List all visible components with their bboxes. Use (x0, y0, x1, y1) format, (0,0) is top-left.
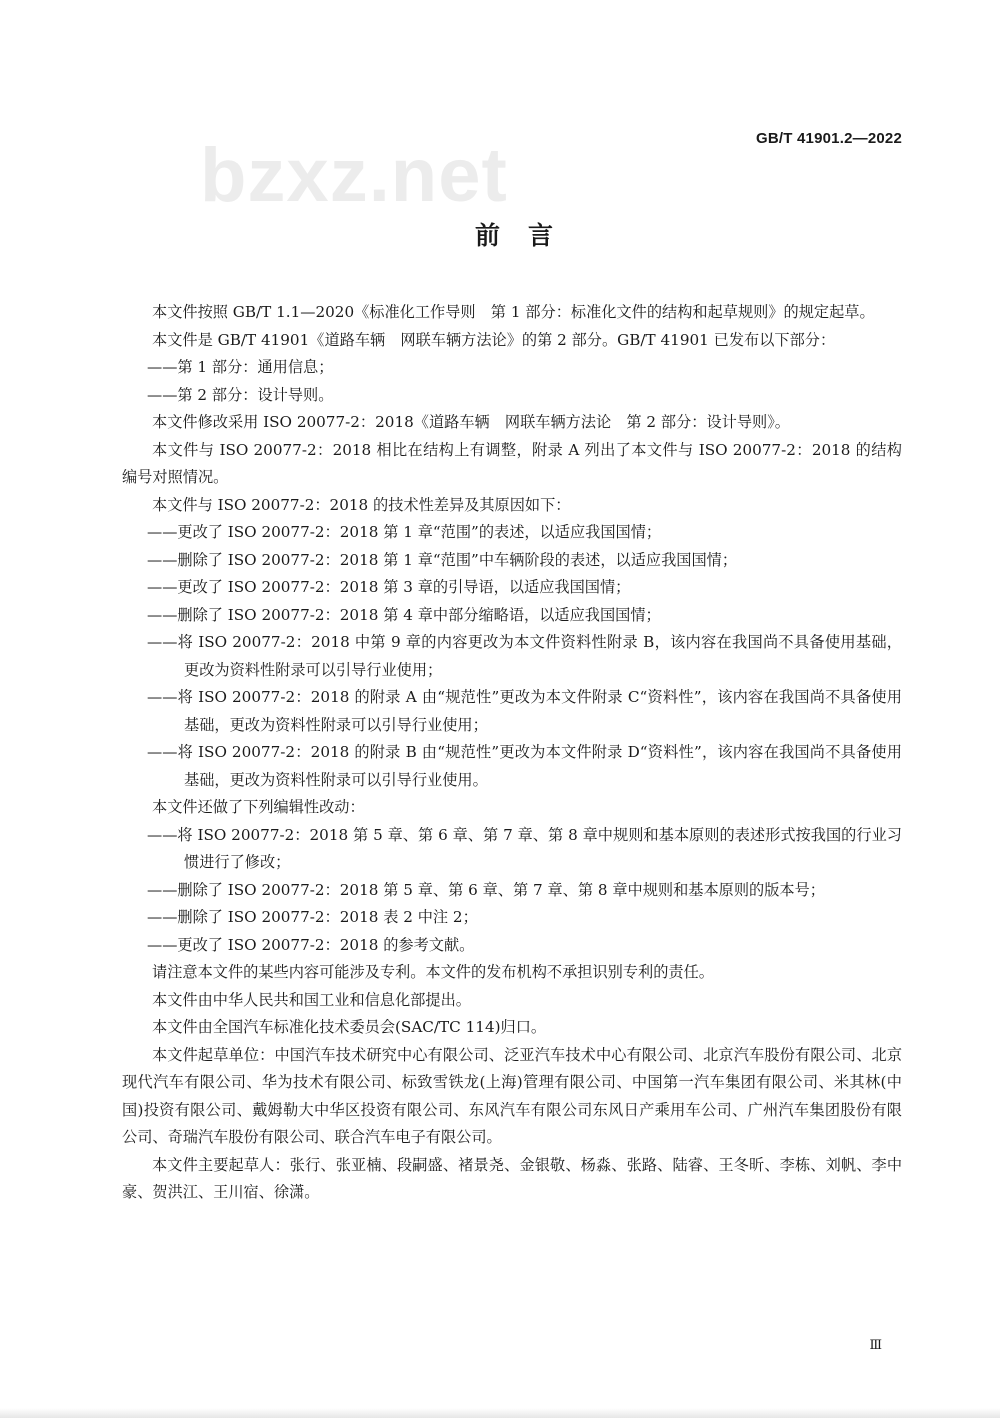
list-item-tech-diff: ——更改了 ISO 20077-2：2018 第 1 章“范围”的表述，以适应我国国情； (147, 523, 662, 541)
list-item-tech-diff: ——删除了 ISO 20077-2：2018 第 1 章“范围”中车辆阶段的表述，以适应我国国情； (147, 550, 738, 569)
paragraph-proposer: 本文件由中华人民共和国工业和信息化部提出。 (152, 990, 471, 1009)
document-body (122, 299, 902, 1207)
list-item-part: ——第 1 部分：通用信息； (147, 358, 334, 376)
paragraph-editorial-intro: 本文件还做了下列编辑性改动： (152, 798, 365, 816)
paragraph-patent-notice: 请注意本文件的某些内容可能涉及专利。本文件的发布机构不承担识别专利的责任。 (152, 963, 714, 981)
page-title: 前言 (474, 221, 581, 250)
list-item-tech-diff: ——将 ISO 20077-2：2018 的附录 B 由“规范性”更改为本文件附录 D“资料性”，该内容在我国尚不具备使用基础，更改为资料性附录可以引导行业使用。 (147, 743, 902, 789)
paragraph-structure: 本文件与 ISO 20077-2：2018 相比在结构上有调整，附录 A 列出了本文件与 ISO 20077-2：2018 的结构编号对照情况。 (122, 440, 902, 486)
list-item-editorial: ——删除了 ISO 20077-2：2018 第 5 章、第 6 章、第 7 章、第 8 章中规则和基本原则的版本号； (147, 880, 825, 899)
page-edge-shadow (0, 1408, 1000, 1418)
paragraph-adoption: 本文件修改采用 ISO 20077-2：2018《道路车辆 网联车辆方法论 第 2 部分：设计导则》。 (152, 413, 790, 431)
paragraph-drafting-rules: 本文件按照 GB/T 1.1—2020《标准化工作导则 第 1 部分：标准化文件的结构和起草规则》的规定起草。 (152, 303, 875, 321)
list-item-tech-diff: ——将 ISO 20077-2：2018 的附录 A 由“规范性”更改为本文件附录 C“资料性”，该内容在我国尚不具备使用基础，更改为资料性附录可以引导行业使用； (147, 688, 902, 734)
paragraph-tech-diff-intro: 本文件与 ISO 20077-2：2018 的技术性差异及其原因如下： (152, 495, 571, 514)
list-item-part: ——第 2 部分：设计导则。 (147, 385, 334, 404)
watermark: bzxz.net (200, 133, 508, 218)
list-item-editorial: ——删除了 ISO 20077-2：2018 表 2 中注 2； (147, 908, 478, 926)
standard-code: GB/T 41901.2—2022 (756, 130, 902, 147)
list-item-editorial: ——将 ISO 20077-2：2018 第 5 章、第 6 章、第 7 章、第 8 章中规则和基本原则的表述形式按我国的行业习惯进行了修改； (147, 825, 902, 871)
list-item-tech-diff: ——删除了 ISO 20077-2：2018 第 4 章中部分缩略语，以适应我国国情； (147, 605, 661, 624)
list-item-editorial: ——更改了 ISO 20077-2：2018 的参考文献。 (147, 935, 475, 954)
paragraph-technical-committee: 本文件由全国汽车标准化技术委员会(SAC/TC 114)归口。 (152, 1018, 547, 1036)
list-item-tech-diff: ——更改了 ISO 20077-2：2018 第 3 章的引导语，以适应我国国情； (147, 578, 631, 596)
page-number: Ⅲ (869, 1338, 882, 1353)
paragraph-series-info: 本文件是 GB/T 41901《道路车辆 网联车辆方法论》的第 2 部分。GB/T 41901 已发布以下部分： (152, 330, 836, 349)
list-item-tech-diff: ——将 ISO 20077-2：2018 中第 9 章的内容更改为本文件资料性附录 B，该内容在我国尚不具备使用基础，更改为资料性附录可以引导行业使用； (147, 633, 902, 679)
paragraph-drafters: 本文件主要起草人：张行、张亚楠、段嗣盛、褚景尧、金银敬、杨淼、张路、陆睿、王冬昕、李栋、刘帆、李中豪、贺洪江、王川宿、徐潇。 (122, 1155, 902, 1201)
paragraph-drafting-units: 本文件起草单位：中国汽车技术研究中心有限公司、泛亚汽车技术中心有限公司、北京汽车股份有限公司、北京现代汽车有限公司、华为技术有限公司、标致雪铁龙(上海)管理有限公司、中国第一汽车集团有限公司、米其林(中国)投资有限公司、戴姆勒大中华区投资有限公司、东风汽车有限公司东风日产乘用车公司、广州汽车集团股份有限公司、奇瑞汽车股份有限公司、联合汽车电子有限公司。 (122, 1045, 902, 1146)
